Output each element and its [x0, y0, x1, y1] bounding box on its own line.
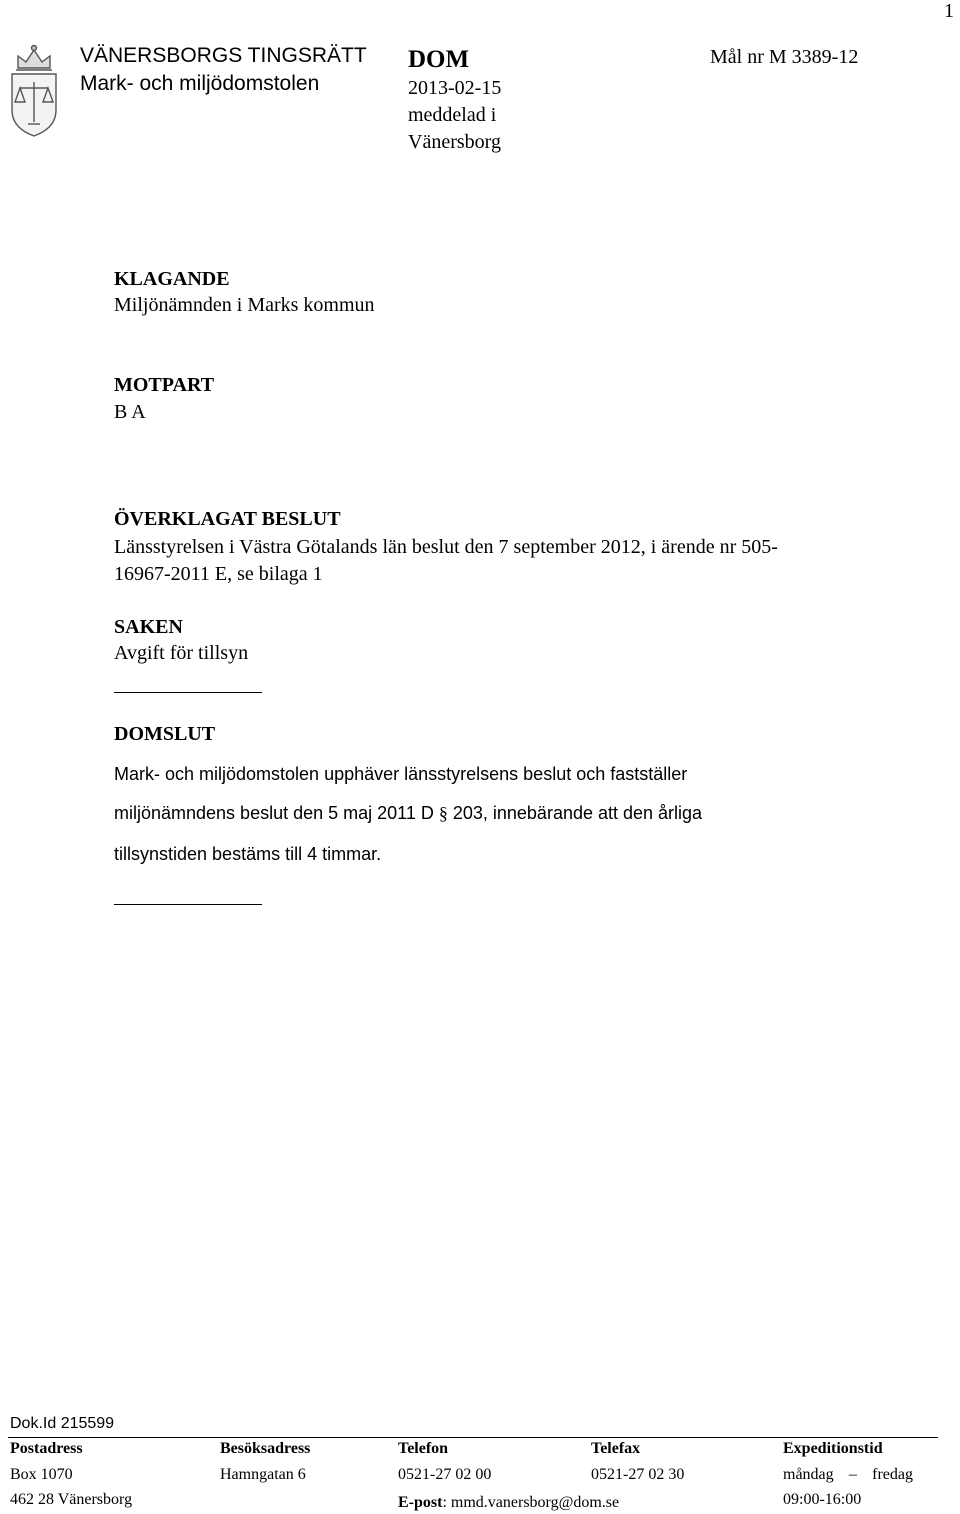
- document-date: 2013-02-15: [408, 77, 502, 99]
- opponent-name: B A: [114, 401, 146, 423]
- footer-hours-dash: –: [848, 1466, 857, 1483]
- opponent-heading: MOTPART: [114, 374, 215, 396]
- footer-postal-line-2: 462 28 Vänersborg: [10, 1491, 133, 1508]
- divider: [114, 904, 262, 905]
- judgment-line-3: tillsynstiden bestäms till 4 timmar.: [114, 844, 382, 864]
- appealed-decision-line-1: Länsstyrelsen i Västra Götalands län beslut den 7 september 2012, i ärende nr 505-: [114, 536, 778, 558]
- court-name: VÄNERSBORGS TINGSRÄTT: [80, 44, 367, 67]
- court-department: Mark- och miljödomstolen: [80, 72, 320, 95]
- matter-heading: SAKEN: [114, 616, 183, 638]
- footer-phone: 0521-27 02 00: [398, 1466, 492, 1483]
- case-number: Mål nr M 3389-12: [710, 46, 859, 68]
- appealed-decision-line-2: 16967-2011 E, se bilaga 1: [114, 563, 323, 585]
- footer-hours-heading: Expeditionstid: [783, 1440, 883, 1457]
- footer-postal-line-1: Box 1070: [10, 1466, 73, 1483]
- document-type: DOM: [408, 46, 470, 73]
- judgment-line-2: [114, 803, 702, 824]
- appealed-decision-heading: ÖVERKLAGAT BESLUT: [114, 508, 341, 530]
- footer-divider: [8, 1437, 938, 1438]
- footer-phone-heading: Telefon: [398, 1440, 449, 1457]
- footer-visiting-address: Hamngatan 6: [220, 1466, 306, 1483]
- document-given-label: meddelad i: [408, 104, 497, 126]
- footer-hours-time: 09:00-16:00: [783, 1491, 862, 1508]
- judgment-heading: DOMSLUT: [114, 723, 216, 745]
- judgment-line-1: Mark- och miljödomstolen upphäver länsstyrelsens beslut och fastställer: [114, 764, 688, 784]
- footer-postal-heading: Postadress: [10, 1440, 83, 1457]
- divider: [114, 692, 262, 693]
- coat-of-arms-icon: [6, 42, 62, 140]
- footer-email-label: E-post: [398, 1494, 443, 1511]
- section-sign: §: [438, 803, 448, 823]
- footer-visiting-heading: Besöksadress: [220, 1440, 311, 1457]
- judgment-line-2-start: miljönämndens beslut den 5 maj 2011 D: [114, 803, 439, 823]
- judgment-line-2-end: 203, innebärande att den årliga: [447, 803, 703, 823]
- appellant-heading: KLAGANDE: [114, 268, 230, 290]
- page-number: 1: [944, 0, 954, 22]
- footer-fax-heading: Telefax: [591, 1440, 641, 1457]
- document-place: Vänersborg: [408, 131, 501, 153]
- footer-hours-from: måndag: [783, 1466, 834, 1483]
- appellant-name: Miljönämnden i Marks kommun: [114, 294, 375, 316]
- matter-value: Avgift för tillsyn: [114, 642, 249, 664]
- footer-fax: 0521-27 02 30: [591, 1466, 685, 1483]
- footer-hours-to: fredag: [872, 1466, 913, 1483]
- document-id: Dok.Id 215599: [10, 1415, 115, 1432]
- footer-hours-days: [783, 1466, 913, 1484]
- footer-email[interactable]: E-post: mmd.vanersborg@dom.se: [398, 1494, 620, 1511]
- footer-email-address[interactable]: mmd.vanersborg@dom.se: [450, 1494, 620, 1511]
